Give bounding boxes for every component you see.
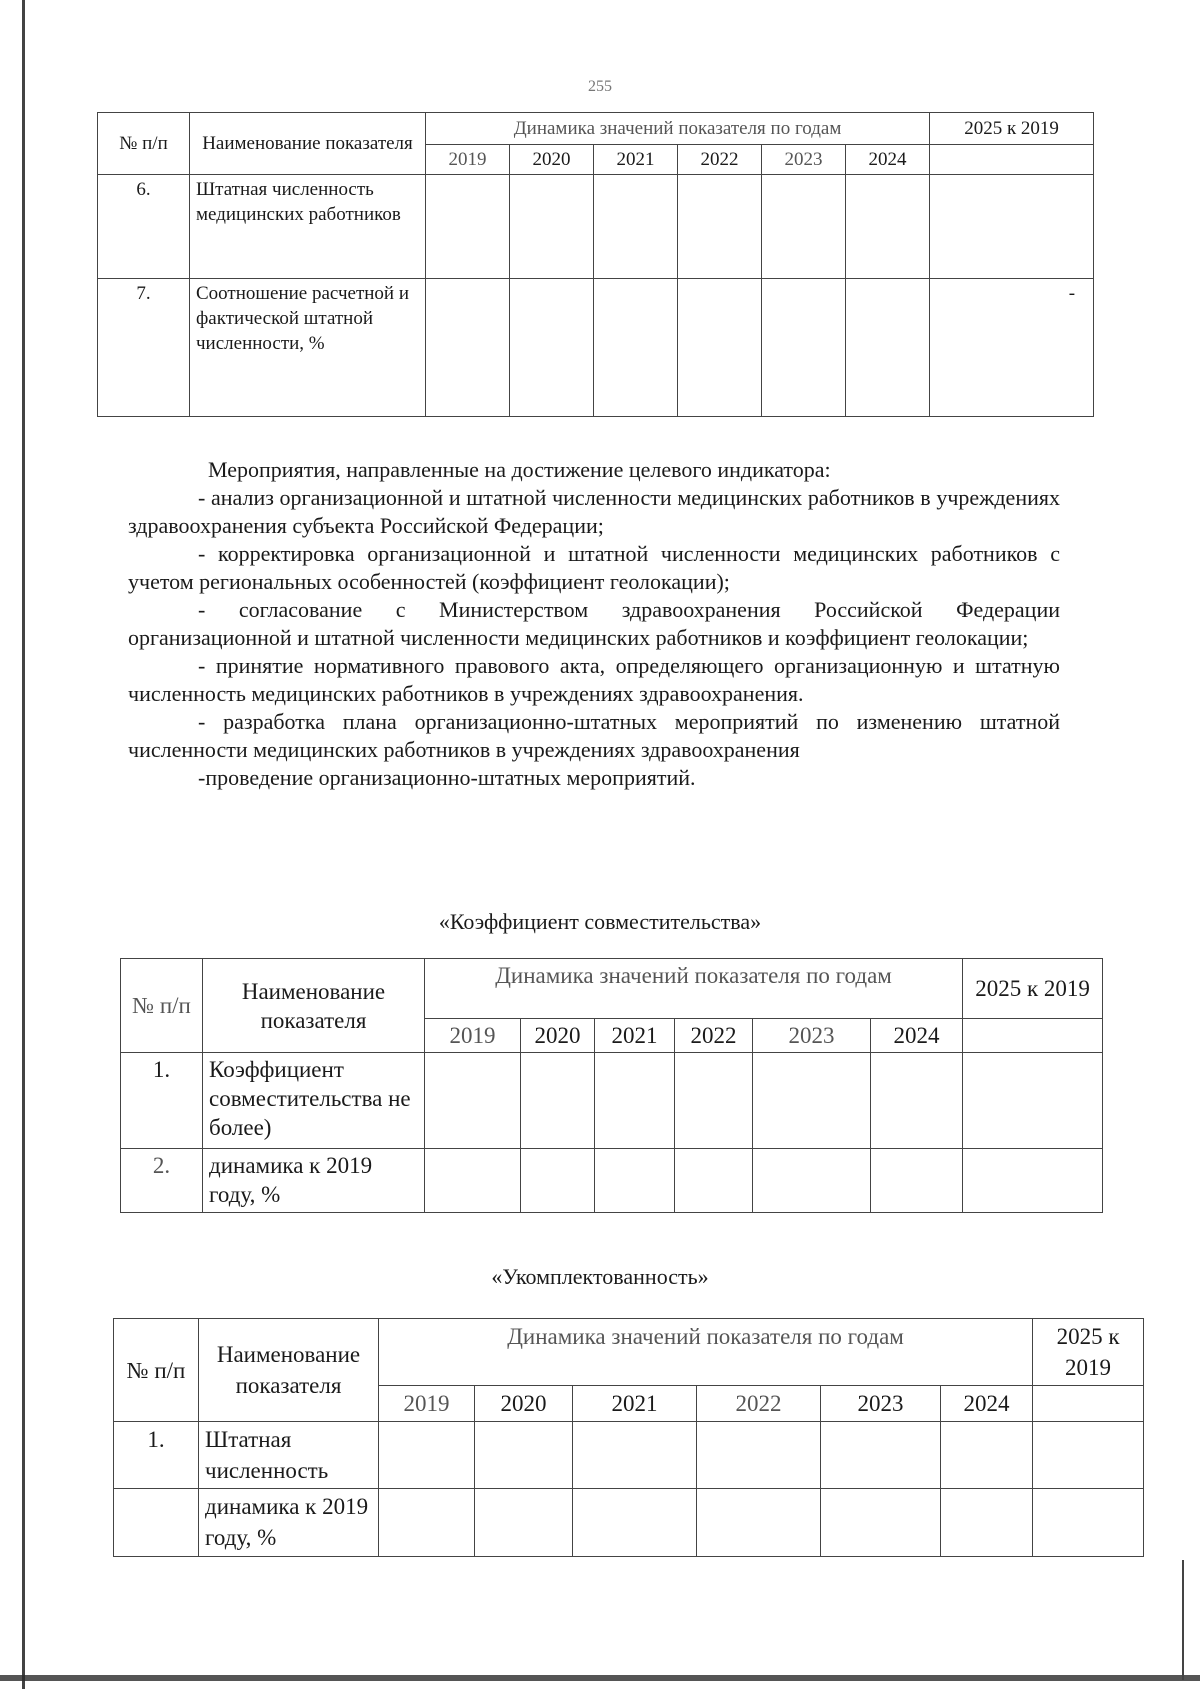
row-num: 6. bbox=[98, 175, 190, 279]
value-cell bbox=[675, 1053, 753, 1149]
value-cell bbox=[475, 1489, 573, 1557]
empty-cell bbox=[963, 1019, 1103, 1053]
value-cell bbox=[425, 1149, 521, 1213]
header-name: Наименование показателя bbox=[199, 1319, 379, 1422]
value-cell bbox=[573, 1422, 697, 1489]
value-cell bbox=[697, 1489, 821, 1557]
value-cell bbox=[941, 1489, 1033, 1557]
header-name: Наименование показателя bbox=[190, 113, 426, 175]
row-name: Соотношение расчетной и фактической штатной численности, % bbox=[190, 279, 426, 417]
value-cell bbox=[871, 1149, 963, 1213]
row-name: Штатная численность bbox=[199, 1422, 379, 1489]
header-dynamics: Динамика значений показателя по годам bbox=[379, 1319, 1033, 1386]
value-cell bbox=[678, 279, 762, 417]
empty-cell bbox=[1033, 1386, 1144, 1422]
value-cell bbox=[675, 1149, 753, 1213]
compare-cell bbox=[1033, 1489, 1144, 1557]
year-cell: 2022 bbox=[697, 1386, 821, 1422]
value-cell bbox=[753, 1149, 871, 1213]
table-row bbox=[114, 1489, 1144, 1557]
header-dynamics: Динамика значений показателя по годам bbox=[426, 113, 930, 145]
value-cell bbox=[821, 1489, 941, 1557]
header-compare: 2025 к 2019 bbox=[930, 113, 1094, 145]
value-cell bbox=[510, 279, 594, 417]
scan-edge-bottom bbox=[0, 1675, 1200, 1681]
value-cell bbox=[379, 1422, 475, 1489]
year-cell: 2019 bbox=[379, 1386, 475, 1422]
year-cell: 2019 bbox=[426, 145, 510, 175]
value-cell bbox=[941, 1422, 1033, 1489]
empty-cell bbox=[930, 145, 1094, 175]
measure-item: - корректировка организационной и штатной численности медицинских работников с учетом региональных особенностей (коэффициент геолокации); bbox=[128, 541, 1060, 594]
year-cell: 2023 bbox=[762, 145, 846, 175]
header-dynamics: Динамика значений показателя по годам bbox=[425, 959, 963, 1019]
year-cell: 2021 bbox=[573, 1386, 697, 1422]
year-cell: 2024 bbox=[871, 1019, 963, 1053]
table-row bbox=[98, 175, 1094, 279]
compare-cell bbox=[930, 175, 1094, 279]
header-num: № п/п bbox=[114, 1319, 199, 1422]
page-number: 255 bbox=[588, 78, 612, 95]
compare-cell bbox=[963, 1149, 1103, 1213]
row-name: динамика к 2019 году, % bbox=[199, 1489, 379, 1557]
header-num: № п/п bbox=[121, 959, 203, 1053]
compare-cell bbox=[1033, 1422, 1144, 1489]
compare-cell: - bbox=[930, 279, 1094, 417]
table-row bbox=[121, 1149, 1103, 1213]
measure-item: - принятие нормативного правового акта, определяющего организационную и штатную численность медицинских работников в учреждениях здравоохранения. bbox=[128, 653, 1060, 706]
measure-item: - согласование с Министерством здравоохранения Российской Федерации организационной и штатной численности медицинских работников и коэффициент геолокации; bbox=[128, 597, 1060, 650]
year-cell: 2023 bbox=[753, 1019, 871, 1053]
value-cell bbox=[871, 1053, 963, 1149]
section-caption-coefficient: «Коэффициент совместительства» bbox=[438, 909, 762, 934]
scan-edge-right bbox=[1182, 1560, 1184, 1680]
header-name: Наименование показателя bbox=[203, 959, 425, 1053]
year-cell: 2021 bbox=[595, 1019, 675, 1053]
year-cell: 2022 bbox=[678, 145, 762, 175]
value-cell bbox=[594, 279, 678, 417]
section-caption-staffing: «Укомплектованность» bbox=[491, 1264, 709, 1289]
year-cell: 2024 bbox=[941, 1386, 1033, 1422]
measures-text bbox=[128, 456, 1060, 792]
value-cell bbox=[753, 1053, 871, 1149]
header-num: № п/п bbox=[98, 113, 190, 175]
value-cell bbox=[510, 175, 594, 279]
indicator-table-2 bbox=[120, 958, 1103, 1213]
year-cell: 2020 bbox=[510, 145, 594, 175]
value-cell bbox=[846, 175, 930, 279]
year-cell: 2021 bbox=[594, 145, 678, 175]
value-cell bbox=[426, 175, 510, 279]
header-compare: 2025 к 2019 bbox=[963, 959, 1103, 1019]
value-cell bbox=[475, 1422, 573, 1489]
year-cell: 2022 bbox=[675, 1019, 753, 1053]
row-num: 2. bbox=[121, 1149, 203, 1213]
value-cell bbox=[821, 1422, 941, 1489]
value-cell bbox=[762, 279, 846, 417]
indicator-table-3 bbox=[113, 1318, 1144, 1557]
value-cell bbox=[426, 279, 510, 417]
measure-item: - разработка плана организационно-штатных мероприятий по изменению штатной численности медицинских работников в учреждениях здравоохранения bbox=[128, 709, 1060, 762]
table-row bbox=[121, 1053, 1103, 1149]
table-row bbox=[98, 279, 1094, 417]
value-cell bbox=[595, 1149, 675, 1213]
row-num: 7. bbox=[98, 279, 190, 417]
value-cell bbox=[595, 1053, 675, 1149]
value-cell bbox=[521, 1149, 595, 1213]
indicator-table-1 bbox=[97, 112, 1094, 417]
row-name: Штатная численность медицинских работников bbox=[190, 175, 426, 279]
row-num: 1. bbox=[114, 1422, 199, 1489]
value-cell bbox=[846, 279, 930, 417]
value-cell bbox=[521, 1053, 595, 1149]
value-cell bbox=[594, 175, 678, 279]
row-name: Коэффициент совместительства не более) bbox=[203, 1053, 425, 1149]
year-cell: 2024 bbox=[846, 145, 930, 175]
year-cell: 2023 bbox=[821, 1386, 941, 1422]
measure-item: - анализ организационной и штатной численности медицинских работников в учреждениях здравоохранения субъекта Российской Федерации; bbox=[128, 485, 1060, 538]
value-cell bbox=[697, 1422, 821, 1489]
value-cell bbox=[573, 1489, 697, 1557]
value-cell bbox=[678, 175, 762, 279]
row-name: динамика к 2019 году, % bbox=[203, 1149, 425, 1213]
header-compare: 2025 к 2019 bbox=[1033, 1319, 1144, 1386]
compare-cell bbox=[963, 1053, 1103, 1149]
row-num: 1. bbox=[121, 1053, 203, 1149]
scan-edge-left bbox=[22, 0, 25, 1689]
table-row bbox=[114, 1422, 1144, 1489]
row-num bbox=[114, 1489, 199, 1557]
measure-item: -проведение организационно-штатных мероприятий. bbox=[198, 765, 696, 790]
value-cell bbox=[762, 175, 846, 279]
year-cell: 2020 bbox=[521, 1019, 595, 1053]
value-cell bbox=[379, 1489, 475, 1557]
year-cell: 2020 bbox=[475, 1386, 573, 1422]
measures-intro: Мероприятия, направленные на достижение целевого индикатора: bbox=[208, 457, 831, 482]
value-cell bbox=[425, 1053, 521, 1149]
year-cell: 2019 bbox=[425, 1019, 521, 1053]
